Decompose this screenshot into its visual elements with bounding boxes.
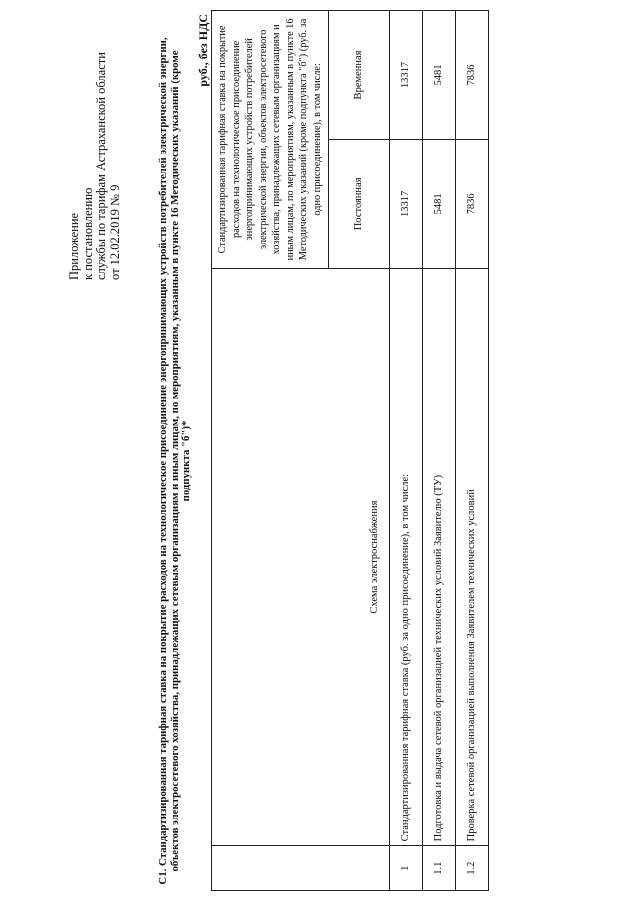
row-name: Стандартизированная тарифная ставка (руб. за одно присоединение), в том числе:: [390, 268, 423, 846]
table-row: [423, 11, 456, 891]
header-tariff: Стандартизированная тарифная ставка на покрытие расходов на технологическое присоединение энергопринимающих устройств потребителей электрической энергии, объектов электросетевого хозяйства, принадлежащих сетевым организациям и иным лицам, по мероприятиям, указанным в пункте 16 Методических указаний (кроме подпункта "б") (руб. за одно присоединение), в том числе:: [212, 11, 329, 269]
table-row: [456, 11, 489, 891]
row-name: Подготовка и выдача сетевой организацией технических условий Заявителю (ТУ): [423, 268, 456, 846]
tariff-table: [211, 10, 489, 891]
row-num: 1.1: [423, 846, 456, 891]
header-num-cell: [212, 846, 390, 891]
row-num: 1: [390, 846, 423, 891]
appendix-line-2: к постановлению: [80, 187, 95, 280]
appendix-block: [68, 20, 122, 280]
row-name: Проверка сетевой организацией выполнения Заявителем технических условий: [456, 268, 489, 846]
row-constant: 13317: [390, 139, 423, 268]
header-temporary: Временная: [329, 11, 390, 140]
row-temporary: 13317: [390, 11, 423, 140]
header-row: [212, 11, 329, 891]
appendix-line-3: службы по тарифам Астраханской области: [94, 52, 108, 280]
document-title: С1. Стандартизированная тарифная ставка на покрытие расходов на технологическое присоединение энергопринимающих устройств потребителей электрической энергии, объектов электросетевого хозяйства, принадлежащих сетевым организациям и иным лицам, по мероприятиям, указанным в пункте 16 Методических указаний (кроме подпункта "б")*: [157, 37, 192, 885]
appendix-line-4: от 12.02.2019 № 9: [107, 184, 122, 280]
row-temporary: 7836: [456, 11, 489, 140]
row-num: 1.2: [456, 846, 489, 891]
header-scheme: Схема электроснабжения: [212, 268, 390, 846]
header-constant: Постоянная: [329, 139, 390, 268]
row-constant: 5481: [423, 139, 456, 268]
currency-note: руб., без НДС: [196, 14, 210, 87]
row-temporary: 5481: [423, 11, 456, 140]
appendix-line-1: Приложение: [67, 212, 81, 280]
table-row: [390, 11, 423, 891]
row-constant: 7836: [456, 139, 489, 268]
